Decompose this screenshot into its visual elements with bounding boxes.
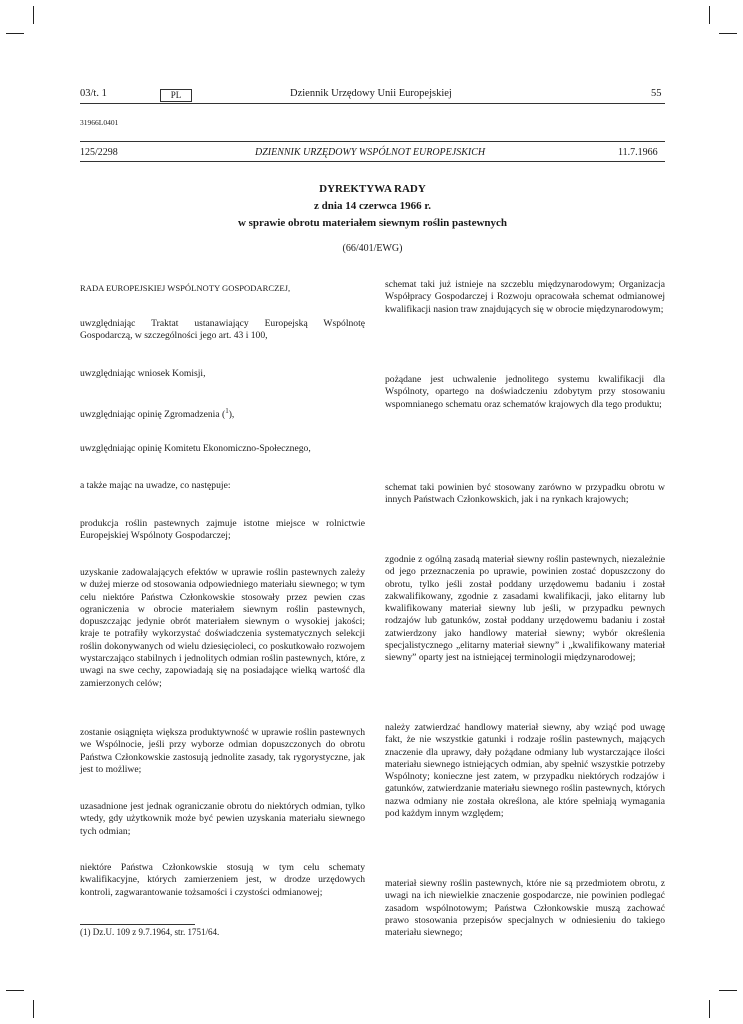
recital-paragraph: uzasadnione jest jednak ograniczanie obrotu do niektórych odmian, tylko wtedy, gdy użytkownik może być pewien uzyskania materiału siewnego tych odmian; (80, 801, 365, 837)
crop-mark (33, 6, 34, 24)
recital-paragraph: należy zatwierdzać handlowy materiał siewny, aby wziąć pod uwagę fakt, że nie wszystkie gatunki i rodzaje roślin pastewnych, mających znaczenie dla uprawy, dały pożądane odmiany lub wystarczające ilości materiału siewnego istniejących odmian, aby spełnić wszystkie potrzeby Wspólnoty; konieczne jest zatem, w przypadku niektórych rodzajów i gatunków, zatwierdzanie materiału siewnego roślin pastewnych, których nazwa odmiany nie została określona, ale które spełniają wymagania pod każdym innym względem; (385, 722, 665, 820)
crop-mark (719, 990, 737, 991)
footnote: (1) Dz.U. 109 z 9.7.1964, str. 1751/64. (80, 927, 220, 937)
crop-mark (719, 33, 737, 34)
document-title: DYREKTYWA RADY (319, 183, 426, 195)
crop-mark (709, 6, 710, 24)
original-date: 11.7.1966 (618, 147, 658, 158)
recital-assembly (80, 405, 365, 421)
recital-treaty: uwzględniając Traktat ustanawiający Europejską Wspólnotę Gospodarczą, w szczególności jego art. 43 i 100, (80, 318, 365, 342)
recital-paragraph: materiał siewny roślin pastewnych, które nie są przedmiotem obrotu, z uwagi na ich niewielkie znaczenie gospodarcze, nie powinien podlegać zasadom wspólnotowym; Państwa Członkowskie muszą zachować prawo stosowania przepisów specjalnych w odniesieniu do takiego materiału siewnego; (385, 878, 665, 939)
document-number: (66/401/EWG) (342, 243, 403, 254)
recital-paragraph: zgodnie z ogólną zasadą materiał siewny roślin pastewnych, niezależnie od jego przeznaczenia po uprawie, powinien zostać dopuszczony do obrotu, tylko jeśli został poddany urzędowemu badaniu i został zakwalifikowany, zgodnie z zasadami kwalifikacji, jako elitarny lub kwalifikowany materiał siewny lub jeśli, w przypadku pewnych rodzajów lub gatunków, został poddany urzędowemu badaniu i został zatwierdzony jako handlowy materiał siewny; wybór określenia specjalistycznego „elitarny materiał siewny” i „kwalifikowany materiał siewny” oparty jest na istniejącej terminologii międzynarodowej; (385, 554, 665, 664)
original-header-top-rule (80, 141, 665, 142)
document-date: z dnia 14 czerwca 1966 r. (314, 200, 431, 212)
recital-paragraph: niektóre Państwa Członkowskie stosują w tym celu schematy kwalifikacyjne, których zamierzeniem jest, w drodze urzędowych kontroli, zagwarantowanie tożsamości i czystości odmianowej; (80, 862, 365, 898)
header-rule (80, 103, 665, 104)
footnote-rule (80, 924, 195, 925)
crop-mark (6, 33, 24, 34)
recital-assembly-end: ), (228, 409, 235, 421)
footnote-marker: 1 (225, 407, 229, 415)
crop-mark (709, 1000, 710, 1018)
recital-paragraph: pożądane jest uchwalenie jednolitego systemu kwalifikacji dla Wspólnoty, opartego na doświadczeniu zdobytym przy stosowaniu wspomnianego schematu oraz schematów krajowych dla tego produktu; (385, 374, 665, 410)
recital-paragraph: produkcja roślin pastewnych zajmuje istotne miejsce w rolnictwie Europejskiej Wspólnoty Gospodarczej; (80, 518, 365, 542)
recital-paragraph: zostanie osiągnięta większa produktywność w uprawie roślin pastewnych we Wspólnocie, jeśli przy wyborze odmian dopuszczonych do obrotu Państwa Członkowskie zastosują jednolite zasady, tak rygorystyczne, jak jest to możliwe; (80, 727, 365, 775)
page-number: 55 (651, 88, 662, 99)
recital-intro: a także mając na uwadze, co następuje: (80, 480, 231, 491)
recital-commission: uwzględniając wniosek Komisji, (80, 368, 206, 379)
volume-number: 03/t. 1 (80, 88, 107, 99)
council-heading: RADA EUROPEJSKIEJ WSPÓLNOTY GOSPODARCZEJ, (80, 283, 291, 293)
recital-paragraph: schemat taki powinien być stosowany zarówno w przypadku obrotu w innych Państwach Członkowskich, jak i na rynkach krajowych; (385, 482, 665, 506)
original-header-bottom-rule (80, 161, 665, 162)
crop-mark (33, 1000, 34, 1018)
recital-paragraph: uzyskanie zadowalających efektów w uprawie roślin pastewnych zależy w dużej mierze od stosowania odpowiedniego materiału siewnego; w tym celu niektóre Państwa Członkowskie stosowały przez pewien czas ograniczenia w obrocie materiałem siewnym roślin pastewnych, dopuszczając jedynie obrót materiałem siewnym o wysokiej jakości; kraje te potrafiły wykorzystać doświadczenia systematycznych selekcji roślin dokonywanych od wielu dziesięcioleci, co poskutkowało rozwojem wystarczająco stabilnych i jednolitych odmian roślin pastewnych, które, z uwagi na swe cechy, zapowiadają się na posiadające wielką wartość dla zamierzonych celów; (80, 567, 365, 689)
language-box: PL (160, 89, 192, 102)
original-reference: 125/2298 (80, 147, 118, 158)
recital-committee: uwzględniając opinię Komitetu Ekonomiczno-Społecznego, (80, 443, 311, 454)
original-journal-title: DZIENNIK URZĘDOWY WSPÓLNOT EUROPEJSKICH (255, 147, 486, 158)
journal-title: Dziennik Urzędowy Unii Europejskiej (290, 88, 452, 99)
recital-assembly-text: uwzględniając opinię Zgromadzenia ( (80, 409, 226, 421)
celex-number: 31966L0401 (80, 118, 119, 127)
recital-paragraph: schemat taki już istnieje na szczeblu międzynarodowym; Organizacja Współpracy Gospodarczej i Rozwoju opracowała schemat odmianowej kwalifikacji nasion traw znajdujących się w obrocie międzynarodowym; (385, 279, 665, 315)
document-subject: w sprawie obrotu materiałem siewnym roślin pastewnych (237, 217, 508, 229)
crop-mark (6, 990, 24, 991)
